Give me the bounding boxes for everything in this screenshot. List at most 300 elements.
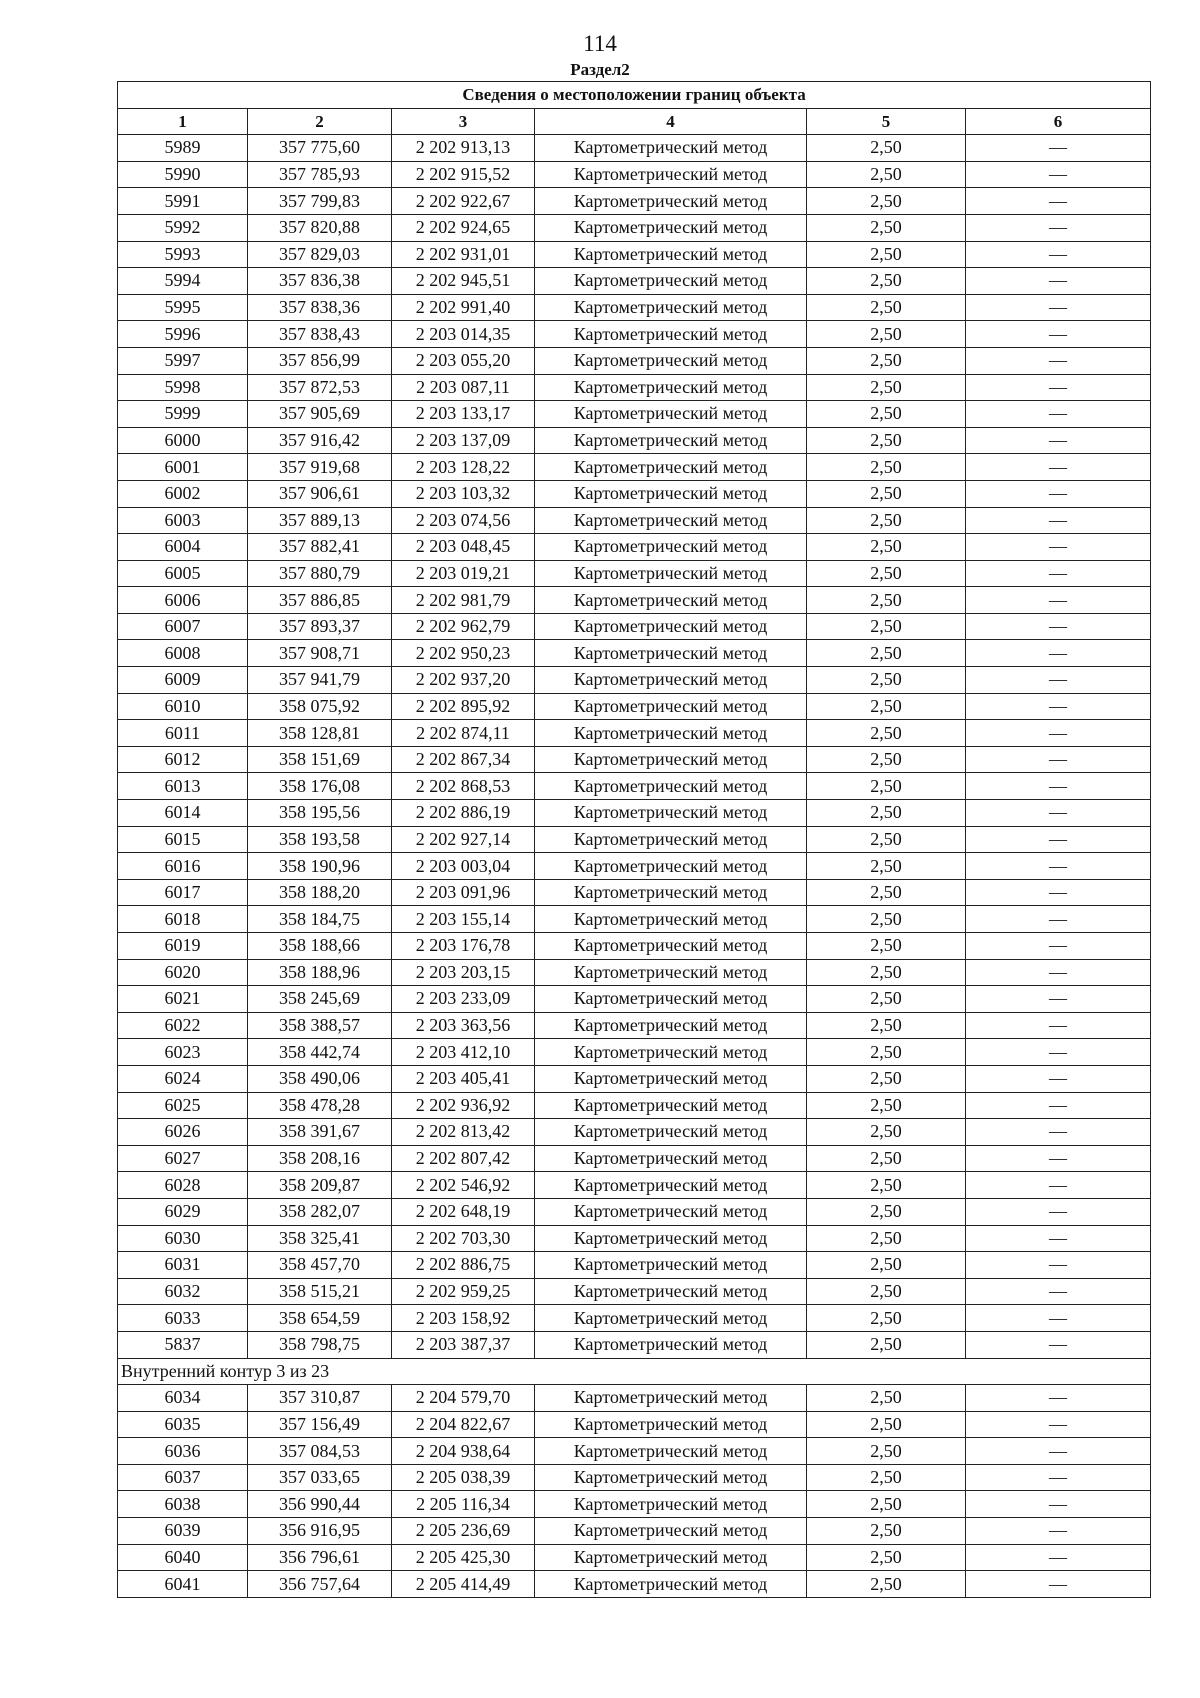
- column-header: 1: [118, 108, 248, 135]
- method-cell: Картометрический метод: [535, 1411, 807, 1438]
- table-row: [118, 1464, 1151, 1491]
- description-cell: —: [966, 1438, 1151, 1465]
- accuracy-cell: 2,50: [807, 667, 966, 694]
- description-cell: —: [966, 1464, 1151, 1491]
- y-coordinate-cell: 2 202 981,79: [392, 587, 535, 614]
- method-cell: Картометрический метод: [535, 1145, 807, 1172]
- method-cell: Картометрический метод: [535, 587, 807, 614]
- point-number-cell: 6032: [118, 1278, 248, 1305]
- point-number-cell: 6016: [118, 853, 248, 880]
- point-number-cell: 5837: [118, 1331, 248, 1358]
- column-header: 6: [966, 108, 1151, 135]
- accuracy-cell: 2,50: [807, 1331, 966, 1358]
- table-row: [118, 1012, 1151, 1039]
- y-coordinate-cell: 2 204 579,70: [392, 1385, 535, 1412]
- point-number-cell: 6037: [118, 1464, 248, 1491]
- description-cell: —: [966, 294, 1151, 321]
- y-coordinate-cell: 2 203 128,22: [392, 454, 535, 481]
- y-coordinate-cell: 2 204 938,64: [392, 1438, 535, 1465]
- x-coordinate-cell: 357 893,37: [248, 613, 392, 640]
- description-cell: —: [966, 507, 1151, 534]
- x-coordinate-cell: 358 457,70: [248, 1252, 392, 1279]
- point-number-cell: 5997: [118, 347, 248, 374]
- table-body-inner-contour: [118, 1385, 1151, 1598]
- table-row: [118, 321, 1151, 348]
- description-cell: —: [966, 693, 1151, 720]
- description-cell: —: [966, 640, 1151, 667]
- x-coordinate-cell: 357 820,88: [248, 214, 392, 241]
- description-cell: —: [966, 746, 1151, 773]
- accuracy-cell: 2,50: [807, 1225, 966, 1252]
- description-cell: —: [966, 534, 1151, 561]
- y-coordinate-cell: 2 202 813,42: [392, 1119, 535, 1146]
- table-row: [118, 1278, 1151, 1305]
- accuracy-cell: 2,50: [807, 1039, 966, 1066]
- description-cell: —: [966, 135, 1151, 162]
- y-coordinate-cell: 2 202 868,53: [392, 773, 535, 800]
- point-number-cell: 6035: [118, 1411, 248, 1438]
- y-coordinate-cell: 2 205 414,49: [392, 1571, 535, 1598]
- x-coordinate-cell: 358 245,69: [248, 986, 392, 1013]
- y-coordinate-cell: 2 202 945,51: [392, 268, 535, 295]
- point-number-cell: 6024: [118, 1065, 248, 1092]
- method-cell: Картометрический метод: [535, 1305, 807, 1332]
- table-row: [118, 933, 1151, 960]
- description-cell: —: [966, 241, 1151, 268]
- column-header: 4: [535, 108, 807, 135]
- column-header: 2: [248, 108, 392, 135]
- table-row: [118, 826, 1151, 853]
- y-coordinate-cell: 2 202 874,11: [392, 720, 535, 747]
- method-cell: Картометрический метод: [535, 1518, 807, 1545]
- table-row: [118, 454, 1151, 481]
- point-number-cell: 6019: [118, 933, 248, 960]
- method-cell: Картометрический метод: [535, 1012, 807, 1039]
- description-cell: —: [966, 587, 1151, 614]
- table-row: [118, 1544, 1151, 1571]
- point-number-cell: 6008: [118, 640, 248, 667]
- y-coordinate-cell: 2 203 014,35: [392, 321, 535, 348]
- y-coordinate-cell: 2 203 405,41: [392, 1065, 535, 1092]
- description-cell: —: [966, 879, 1151, 906]
- point-number-cell: 6004: [118, 534, 248, 561]
- accuracy-cell: 2,50: [807, 933, 966, 960]
- y-coordinate-cell: 2 202 922,67: [392, 188, 535, 215]
- x-coordinate-cell: 357 775,60: [248, 135, 392, 162]
- boundary-coordinates-table: [117, 81, 1151, 1598]
- contour-label-row: [118, 1358, 1151, 1385]
- table-row: [118, 667, 1151, 694]
- accuracy-cell: 2,50: [807, 1571, 966, 1598]
- method-cell: Картометрический метод: [535, 959, 807, 986]
- y-coordinate-cell: 2 202 959,25: [392, 1278, 535, 1305]
- table-row: [118, 720, 1151, 747]
- table-row: [118, 135, 1151, 162]
- x-coordinate-cell: 357 785,93: [248, 161, 392, 188]
- point-number-cell: 6001: [118, 454, 248, 481]
- description-cell: —: [966, 1252, 1151, 1279]
- table-row: [118, 1198, 1151, 1225]
- table-row: [118, 427, 1151, 454]
- point-number-cell: 5996: [118, 321, 248, 348]
- x-coordinate-cell: 357 829,03: [248, 241, 392, 268]
- y-coordinate-cell: 2 203 074,56: [392, 507, 535, 534]
- description-cell: —: [966, 1012, 1151, 1039]
- table-row: [118, 613, 1151, 640]
- table-row: [118, 746, 1151, 773]
- x-coordinate-cell: 357 941,79: [248, 667, 392, 694]
- method-cell: Картометрический метод: [535, 507, 807, 534]
- accuracy-cell: 2,50: [807, 507, 966, 534]
- x-coordinate-cell: 357 905,69: [248, 401, 392, 428]
- table-row: [118, 1305, 1151, 1332]
- point-number-cell: 6029: [118, 1198, 248, 1225]
- x-coordinate-cell: 358 195,56: [248, 800, 392, 827]
- point-number-cell: 6028: [118, 1172, 248, 1199]
- table-row: [118, 534, 1151, 561]
- method-cell: Картометрический метод: [535, 1039, 807, 1066]
- accuracy-cell: 2,50: [807, 959, 966, 986]
- y-coordinate-cell: 2 203 048,45: [392, 534, 535, 561]
- point-number-cell: 6040: [118, 1544, 248, 1571]
- x-coordinate-cell: 356 757,64: [248, 1571, 392, 1598]
- accuracy-cell: 2,50: [807, 587, 966, 614]
- method-cell: Картометрический метод: [535, 135, 807, 162]
- point-number-cell: 6018: [118, 906, 248, 933]
- table-row: [118, 1252, 1151, 1279]
- point-number-cell: 6015: [118, 826, 248, 853]
- accuracy-cell: 2,50: [807, 534, 966, 561]
- y-coordinate-cell: 2 202 886,75: [392, 1252, 535, 1279]
- y-coordinate-cell: 2 202 927,14: [392, 826, 535, 853]
- y-coordinate-cell: 2 203 412,10: [392, 1039, 535, 1066]
- table-row: [118, 1491, 1151, 1518]
- method-cell: Картометрический метод: [535, 1385, 807, 1412]
- y-coordinate-cell: 2 202 546,92: [392, 1172, 535, 1199]
- table-row: [118, 507, 1151, 534]
- accuracy-cell: 2,50: [807, 454, 966, 481]
- table-row: [118, 879, 1151, 906]
- x-coordinate-cell: 357 310,87: [248, 1385, 392, 1412]
- method-cell: Картометрический метод: [535, 268, 807, 295]
- method-cell: Картометрический метод: [535, 321, 807, 348]
- method-cell: Картометрический метод: [535, 720, 807, 747]
- y-coordinate-cell: 2 202 648,19: [392, 1198, 535, 1225]
- table-row: [118, 560, 1151, 587]
- x-coordinate-cell: 357 916,42: [248, 427, 392, 454]
- accuracy-cell: 2,50: [807, 853, 966, 880]
- x-coordinate-cell: 357 882,41: [248, 534, 392, 561]
- description-cell: —: [966, 1039, 1151, 1066]
- description-cell: —: [966, 853, 1151, 880]
- table-row: [118, 1039, 1151, 1066]
- x-coordinate-cell: 358 151,69: [248, 746, 392, 773]
- table-row: [118, 1411, 1151, 1438]
- x-coordinate-cell: 357 872,53: [248, 374, 392, 401]
- accuracy-cell: 2,50: [807, 1438, 966, 1465]
- accuracy-cell: 2,50: [807, 268, 966, 295]
- description-cell: —: [966, 321, 1151, 348]
- y-coordinate-cell: 2 202 867,34: [392, 746, 535, 773]
- method-cell: Картометрический метод: [535, 1278, 807, 1305]
- y-coordinate-cell: 2 203 176,78: [392, 933, 535, 960]
- description-cell: —: [966, 1411, 1151, 1438]
- point-number-cell: 6014: [118, 800, 248, 827]
- table-body-outer-contour: [118, 135, 1151, 1358]
- point-number-cell: 6021: [118, 986, 248, 1013]
- table-row: [118, 401, 1151, 428]
- method-cell: Картометрический метод: [535, 773, 807, 800]
- description-cell: —: [966, 480, 1151, 507]
- method-cell: Картометрический метод: [535, 214, 807, 241]
- table-row: [118, 773, 1151, 800]
- description-cell: —: [966, 826, 1151, 853]
- y-coordinate-cell: 2 205 038,39: [392, 1464, 535, 1491]
- description-cell: —: [966, 268, 1151, 295]
- description-cell: —: [966, 1491, 1151, 1518]
- x-coordinate-cell: 357 033,65: [248, 1464, 392, 1491]
- x-coordinate-cell: 357 919,68: [248, 454, 392, 481]
- description-cell: —: [966, 1278, 1151, 1305]
- y-coordinate-cell: 2 202 703,30: [392, 1225, 535, 1252]
- accuracy-cell: 2,50: [807, 1464, 966, 1491]
- method-cell: Картометрический метод: [535, 613, 807, 640]
- y-coordinate-cell: 2 202 807,42: [392, 1145, 535, 1172]
- method-cell: Картометрический метод: [535, 933, 807, 960]
- table-row: [118, 1571, 1151, 1598]
- accuracy-cell: 2,50: [807, 613, 966, 640]
- point-number-cell: 6031: [118, 1252, 248, 1279]
- description-cell: —: [966, 188, 1151, 215]
- accuracy-cell: 2,50: [807, 560, 966, 587]
- description-cell: —: [966, 214, 1151, 241]
- x-coordinate-cell: 358 654,59: [248, 1305, 392, 1332]
- x-coordinate-cell: 358 798,75: [248, 1331, 392, 1358]
- method-cell: Картометрический метод: [535, 294, 807, 321]
- accuracy-cell: 2,50: [807, 1092, 966, 1119]
- table-row: [118, 294, 1151, 321]
- x-coordinate-cell: 358 325,41: [248, 1225, 392, 1252]
- table-row: [118, 268, 1151, 295]
- description-cell: —: [966, 427, 1151, 454]
- description-cell: —: [966, 1225, 1151, 1252]
- accuracy-cell: 2,50: [807, 986, 966, 1013]
- y-coordinate-cell: 2 202 886,19: [392, 800, 535, 827]
- method-cell: Картометрический метод: [535, 347, 807, 374]
- method-cell: Картометрический метод: [535, 853, 807, 880]
- x-coordinate-cell: 357 084,53: [248, 1438, 392, 1465]
- description-cell: —: [966, 959, 1151, 986]
- accuracy-cell: 2,50: [807, 188, 966, 215]
- method-cell: Картометрический метод: [535, 800, 807, 827]
- y-coordinate-cell: 2 202 931,01: [392, 241, 535, 268]
- x-coordinate-cell: 357 799,83: [248, 188, 392, 215]
- table-row: [118, 1092, 1151, 1119]
- accuracy-cell: 2,50: [807, 480, 966, 507]
- table-row: [118, 1385, 1151, 1412]
- method-cell: Картометрический метод: [535, 1544, 807, 1571]
- method-cell: Картометрический метод: [535, 1198, 807, 1225]
- method-cell: Картометрический метод: [535, 560, 807, 587]
- description-cell: —: [966, 1119, 1151, 1146]
- description-cell: —: [966, 613, 1151, 640]
- point-number-cell: 5992: [118, 214, 248, 241]
- point-number-cell: 6011: [118, 720, 248, 747]
- point-number-cell: 5998: [118, 374, 248, 401]
- description-cell: —: [966, 800, 1151, 827]
- method-cell: Картометрический метод: [535, 693, 807, 720]
- table-row: [118, 1518, 1151, 1545]
- point-number-cell: 6027: [118, 1145, 248, 1172]
- table-row: [118, 986, 1151, 1013]
- point-number-cell: 6000: [118, 427, 248, 454]
- y-coordinate-cell: 2 202 924,65: [392, 214, 535, 241]
- x-coordinate-cell: 358 184,75: [248, 906, 392, 933]
- method-cell: Картометрический метод: [535, 746, 807, 773]
- point-number-cell: 6034: [118, 1385, 248, 1412]
- table-row: [118, 853, 1151, 880]
- accuracy-cell: 2,50: [807, 1065, 966, 1092]
- table-row: [118, 188, 1151, 215]
- accuracy-cell: 2,50: [807, 1411, 966, 1438]
- method-cell: Картометрический метод: [535, 1172, 807, 1199]
- method-cell: Картометрический метод: [535, 986, 807, 1013]
- table-row: [118, 1172, 1151, 1199]
- x-coordinate-cell: 358 190,96: [248, 853, 392, 880]
- point-number-cell: 6002: [118, 480, 248, 507]
- method-cell: Картометрический метод: [535, 879, 807, 906]
- x-coordinate-cell: 358 128,81: [248, 720, 392, 747]
- method-cell: Картометрический метод: [535, 1331, 807, 1358]
- y-coordinate-cell: 2 203 363,56: [392, 1012, 535, 1039]
- description-cell: —: [966, 161, 1151, 188]
- accuracy-cell: 2,50: [807, 1172, 966, 1199]
- method-cell: Картометрический метод: [535, 1252, 807, 1279]
- x-coordinate-cell: 357 908,71: [248, 640, 392, 667]
- y-coordinate-cell: 2 203 203,15: [392, 959, 535, 986]
- y-coordinate-cell: 2 202 915,52: [392, 161, 535, 188]
- x-coordinate-cell: 357 836,38: [248, 268, 392, 295]
- description-cell: —: [966, 454, 1151, 481]
- description-cell: —: [966, 347, 1151, 374]
- point-number-cell: 6039: [118, 1518, 248, 1545]
- x-coordinate-cell: 358 208,16: [248, 1145, 392, 1172]
- x-coordinate-cell: 358 188,20: [248, 879, 392, 906]
- accuracy-cell: 2,50: [807, 746, 966, 773]
- table-row: [118, 161, 1151, 188]
- method-cell: Картометрический метод: [535, 534, 807, 561]
- point-number-cell: 6010: [118, 693, 248, 720]
- description-cell: —: [966, 1198, 1151, 1225]
- x-coordinate-cell: 358 391,67: [248, 1119, 392, 1146]
- x-coordinate-cell: 356 796,61: [248, 1544, 392, 1571]
- x-coordinate-cell: 357 906,61: [248, 480, 392, 507]
- description-cell: —: [966, 667, 1151, 694]
- description-cell: —: [966, 374, 1151, 401]
- y-coordinate-cell: 2 203 055,20: [392, 347, 535, 374]
- table-row: [118, 214, 1151, 241]
- accuracy-cell: 2,50: [807, 1544, 966, 1571]
- y-coordinate-cell: 2 203 103,32: [392, 480, 535, 507]
- method-cell: Картометрический метод: [535, 1092, 807, 1119]
- table-row: [118, 587, 1151, 614]
- table-row: [118, 1065, 1151, 1092]
- x-coordinate-cell: 358 515,21: [248, 1278, 392, 1305]
- accuracy-cell: 2,50: [807, 374, 966, 401]
- method-cell: Картометрический метод: [535, 826, 807, 853]
- point-number-cell: 6020: [118, 959, 248, 986]
- method-cell: Картометрический метод: [535, 1464, 807, 1491]
- accuracy-cell: 2,50: [807, 1252, 966, 1279]
- y-coordinate-cell: 2 203 019,21: [392, 560, 535, 587]
- x-coordinate-cell: 358 478,28: [248, 1092, 392, 1119]
- description-cell: —: [966, 933, 1151, 960]
- description-cell: —: [966, 1385, 1151, 1412]
- description-cell: —: [966, 560, 1151, 587]
- method-cell: Картометрический метод: [535, 1065, 807, 1092]
- column-header: 5: [807, 108, 966, 135]
- method-cell: Картометрический метод: [535, 161, 807, 188]
- method-cell: Картометрический метод: [535, 241, 807, 268]
- point-number-cell: 6017: [118, 879, 248, 906]
- accuracy-cell: 2,50: [807, 800, 966, 827]
- table-row: [118, 480, 1151, 507]
- accuracy-cell: 2,50: [807, 1385, 966, 1412]
- table-row: [118, 1225, 1151, 1252]
- method-cell: Картометрический метод: [535, 1438, 807, 1465]
- point-number-cell: 6038: [118, 1491, 248, 1518]
- y-coordinate-cell: 2 203 233,09: [392, 986, 535, 1013]
- method-cell: Картометрический метод: [535, 427, 807, 454]
- point-number-cell: 6005: [118, 560, 248, 587]
- point-number-cell: 5990: [118, 161, 248, 188]
- x-coordinate-cell: 357 156,49: [248, 1411, 392, 1438]
- x-coordinate-cell: 358 209,87: [248, 1172, 392, 1199]
- method-cell: Картометрический метод: [535, 401, 807, 428]
- accuracy-cell: 2,50: [807, 879, 966, 906]
- y-coordinate-cell: 2 205 116,34: [392, 1491, 535, 1518]
- x-coordinate-cell: 357 838,36: [248, 294, 392, 321]
- y-coordinate-cell: 2 202 936,92: [392, 1092, 535, 1119]
- accuracy-cell: 2,50: [807, 401, 966, 428]
- point-number-cell: 6036: [118, 1438, 248, 1465]
- method-cell: Картометрический метод: [535, 1119, 807, 1146]
- description-cell: —: [966, 401, 1151, 428]
- table-title-row: [118, 82, 1151, 109]
- method-cell: Картометрический метод: [535, 906, 807, 933]
- method-cell: Картометрический метод: [535, 667, 807, 694]
- point-number-cell: 5999: [118, 401, 248, 428]
- accuracy-cell: 2,50: [807, 347, 966, 374]
- table-row: [118, 374, 1151, 401]
- x-coordinate-cell: 358 188,66: [248, 933, 392, 960]
- table-row: [118, 1438, 1151, 1465]
- x-coordinate-cell: 357 889,13: [248, 507, 392, 534]
- accuracy-cell: 2,50: [807, 135, 966, 162]
- x-coordinate-cell: 357 856,99: [248, 347, 392, 374]
- y-coordinate-cell: 2 205 425,30: [392, 1544, 535, 1571]
- description-cell: —: [966, 1172, 1151, 1199]
- table-row: [118, 347, 1151, 374]
- table-row: [118, 959, 1151, 986]
- y-coordinate-cell: 2 203 137,09: [392, 427, 535, 454]
- y-coordinate-cell: 2 203 158,92: [392, 1305, 535, 1332]
- point-number-cell: 6025: [118, 1092, 248, 1119]
- description-cell: —: [966, 720, 1151, 747]
- description-cell: —: [966, 1331, 1151, 1358]
- section-label: Раздел2: [570, 60, 630, 79]
- x-coordinate-cell: 357 886,85: [248, 587, 392, 614]
